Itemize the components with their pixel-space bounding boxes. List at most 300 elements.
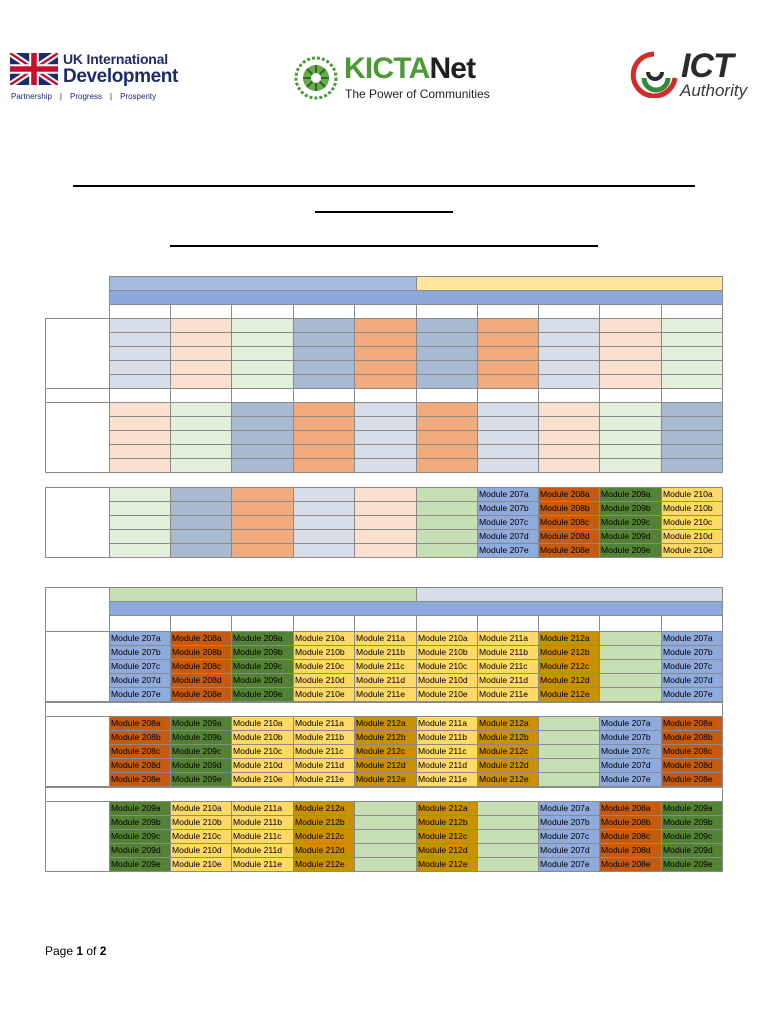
block1-slot — [293, 374, 355, 389]
module-cell: Module 207d — [477, 529, 539, 544]
module-cell: Module 212c — [538, 659, 600, 674]
module-cell: Module 212b — [477, 730, 539, 745]
module-cell: Module 212a — [416, 801, 478, 816]
module-cell: Module 209a — [231, 631, 294, 646]
module-cell: Module 211d — [231, 843, 294, 858]
empty-slot — [599, 659, 662, 674]
block1-slot — [538, 318, 600, 333]
block1-slot — [416, 487, 478, 502]
module-cell: Module 210c — [231, 744, 294, 759]
block1-slot — [170, 346, 232, 361]
module-cell: Module 212d — [354, 758, 417, 773]
block1-slot — [170, 487, 232, 502]
block1-column-header — [599, 304, 662, 319]
block1-slot — [293, 346, 355, 361]
module-cell: Module 212c — [293, 829, 355, 844]
block2-column-header — [231, 615, 294, 632]
block1-slot — [538, 346, 600, 361]
empty-slot — [354, 857, 417, 872]
block1-slot — [109, 402, 171, 417]
module-cell: Module 210b — [231, 730, 294, 745]
module-cell: Module 208d — [170, 673, 232, 688]
module-cell: Module 209a — [170, 716, 232, 731]
module-cell: Module 211b — [477, 645, 539, 660]
block1-row-label — [45, 487, 110, 558]
block1-slot — [109, 416, 171, 431]
module-cell: Module 208d — [538, 529, 600, 544]
module-cell: Module 207d — [109, 673, 171, 688]
ict-word: ICT — [681, 47, 733, 85]
module-cell: Module 212a — [538, 631, 600, 646]
module-cell: Module 208a — [661, 716, 723, 731]
block1-column-header — [293, 304, 355, 319]
page-prefix: Page — [45, 944, 77, 958]
block1-slot — [538, 444, 600, 459]
module-cell: Module 210c — [293, 659, 355, 674]
module-cell: Module 207b — [538, 815, 600, 830]
block2-column-header — [661, 615, 723, 632]
block1-slot — [538, 416, 600, 431]
block1-slot — [109, 360, 171, 375]
block1-subheader — [109, 290, 723, 305]
module-cell: Module 210b — [170, 815, 232, 830]
block2-row-label — [45, 631, 110, 702]
block1-slot — [109, 374, 171, 389]
block1-column-header — [661, 304, 723, 319]
block1-slot — [170, 374, 232, 389]
module-cell: Module 210c — [661, 515, 723, 530]
block1-column-header — [354, 304, 417, 319]
empty-slot — [354, 801, 417, 816]
module-cell: Module 209c — [231, 659, 294, 674]
module-cell: Module 211c — [416, 744, 478, 759]
module-cell: Module 207c — [477, 515, 539, 530]
module-cell: Module 208c — [661, 744, 723, 759]
block1-slot — [170, 318, 232, 333]
module-cell: Module 210d — [293, 673, 355, 688]
empty-slot — [538, 744, 600, 759]
block1-slot — [661, 360, 723, 375]
module-cell: Module 207b — [661, 645, 723, 660]
module-cell: Module 208a — [109, 716, 171, 731]
block1-slot — [538, 430, 600, 445]
block1-spacer — [109, 388, 171, 403]
block2-header-right — [416, 587, 723, 602]
block1-slot — [416, 515, 478, 530]
module-cell: Module 209b — [109, 815, 171, 830]
block1-slot — [170, 529, 232, 544]
module-cell: Module 211e — [293, 772, 355, 787]
block1-slot — [416, 374, 478, 389]
block1-slot — [661, 444, 723, 459]
block1-slot — [109, 529, 171, 544]
block1-slot — [231, 416, 294, 431]
module-cell: Module 211c — [293, 744, 355, 759]
block1-slot — [231, 458, 294, 473]
page-total: 2 — [99, 944, 107, 958]
module-cell: Module 209d — [231, 673, 294, 688]
block1-slot — [599, 416, 662, 431]
block1-slot — [354, 458, 417, 473]
module-cell: Module 209e — [231, 687, 294, 702]
module-cell: Module 208b — [538, 501, 600, 516]
empty-slot — [477, 801, 539, 816]
module-cell: Module 209c — [599, 515, 662, 530]
module-cell: Module 212b — [538, 645, 600, 660]
block1-slot — [293, 430, 355, 445]
block1-slot — [477, 346, 539, 361]
module-cell: Module 211c — [231, 829, 294, 844]
block1-slot — [354, 430, 417, 445]
module-cell: Module 207b — [599, 730, 662, 745]
tagline-separator: | — [110, 92, 113, 101]
block1-slot — [538, 332, 600, 347]
block1-spacer — [293, 388, 355, 403]
uk-logo-line2: Development — [63, 66, 178, 87]
block1-slot — [231, 529, 294, 544]
block1-slot — [231, 515, 294, 530]
module-cell: Module 210e — [661, 543, 723, 558]
module-cell: Module 211a — [354, 631, 417, 646]
block1-slot — [599, 444, 662, 459]
page-number — [45, 944, 106, 958]
block1-slot — [538, 360, 600, 375]
module-cell: Module 207a — [109, 631, 171, 646]
module-cell: Module 207e — [599, 772, 662, 787]
block1-slot — [416, 318, 478, 333]
module-cell: Module 211b — [293, 730, 355, 745]
block1-slot — [354, 402, 417, 417]
module-cell: Module 212d — [416, 843, 478, 858]
module-cell: Module 210d — [416, 673, 478, 688]
module-cell: Module 208a — [538, 487, 600, 502]
module-cell: Module 212b — [416, 815, 478, 830]
block1-slot — [293, 416, 355, 431]
block1-slot — [477, 360, 539, 375]
block1-slot — [599, 430, 662, 445]
empty-slot — [538, 772, 600, 787]
block1-slot — [477, 416, 539, 431]
block1-slot — [661, 318, 723, 333]
authority-word: Authority — [680, 81, 748, 100]
block1-slot — [354, 444, 417, 459]
module-cell: Module 208c — [599, 829, 662, 844]
module-cell: Module 211a — [416, 716, 478, 731]
module-cell: Module 211a — [477, 631, 539, 646]
module-cell: Module 210b — [661, 501, 723, 516]
module-cell: Module 210a — [416, 631, 478, 646]
module-cell: Module 207a — [538, 801, 600, 816]
block2-spacer — [45, 787, 723, 802]
module-cell: Module 210d — [170, 843, 232, 858]
module-cell: Module 210c — [416, 659, 478, 674]
kictanet-name-part1: KICTA — [344, 52, 430, 85]
module-cell: Module 207e — [477, 543, 539, 558]
module-cell: Module 212b — [293, 815, 355, 830]
block1-slot — [416, 430, 478, 445]
module-cell: Module 208a — [170, 631, 232, 646]
module-cell: Module 210a — [661, 487, 723, 502]
module-cell: Module 209b — [599, 501, 662, 516]
module-cell: Module 210e — [416, 687, 478, 702]
module-cell: Module 212e — [416, 857, 478, 872]
block1-slot — [231, 501, 294, 516]
module-cell: Module 209a — [599, 487, 662, 502]
module-cell: Module 207c — [661, 659, 723, 674]
block1-slot — [231, 346, 294, 361]
block1-spacer-label — [45, 388, 110, 403]
module-cell: Module 210c — [170, 829, 232, 844]
module-cell: Module 211b — [354, 645, 417, 660]
block1-slot — [661, 416, 723, 431]
block1-slot — [599, 346, 662, 361]
block1-slot — [416, 444, 478, 459]
block2-subheader — [109, 601, 723, 616]
module-cell: Module 209d — [109, 843, 171, 858]
block1-spacer — [416, 388, 478, 403]
block1-slot — [661, 374, 723, 389]
block1-slot — [170, 332, 232, 347]
empty-slot — [477, 857, 539, 872]
module-cell: Module 209e — [599, 543, 662, 558]
block2-column-header — [599, 615, 662, 632]
block1-slot — [416, 346, 478, 361]
block1-slot — [170, 515, 232, 530]
module-cell: Module 210b — [293, 645, 355, 660]
block1-spacer — [477, 388, 539, 403]
module-cell: Module 212a — [293, 801, 355, 816]
empty-slot — [599, 645, 662, 660]
block1-spacer — [170, 388, 232, 403]
block1-slot — [599, 332, 662, 347]
block1-slot — [599, 374, 662, 389]
empty-slot — [599, 673, 662, 688]
empty-slot — [354, 829, 417, 844]
block1-slot — [293, 501, 355, 516]
tagline-word: Progress — [70, 92, 103, 101]
block1-slot — [661, 346, 723, 361]
block1-slot — [599, 360, 662, 375]
empty-slot — [354, 843, 417, 858]
block1-slot — [231, 374, 294, 389]
module-cell: Module 212c — [354, 744, 417, 759]
block1-slot — [477, 374, 539, 389]
empty-slot — [477, 843, 539, 858]
block1-slot — [293, 487, 355, 502]
block1-slot — [293, 515, 355, 530]
module-cell: Module 212a — [354, 716, 417, 731]
module-cell: Module 209d — [599, 529, 662, 544]
module-cell: Module 207c — [538, 829, 600, 844]
block1-slot — [661, 430, 723, 445]
block1-slot — [354, 346, 417, 361]
block1-slot — [354, 543, 417, 558]
block1-slot — [109, 501, 171, 516]
block1-row-label — [45, 402, 110, 473]
module-cell: Module 211e — [477, 687, 539, 702]
block1-slot — [661, 332, 723, 347]
module-cell: Module 208e — [538, 543, 600, 558]
block1-slot — [293, 318, 355, 333]
module-cell: Module 209b — [661, 815, 723, 830]
block1-slot — [599, 402, 662, 417]
block1-slot — [109, 444, 171, 459]
empty-slot — [477, 815, 539, 830]
block2-column-header — [416, 615, 478, 632]
block1-slot — [293, 332, 355, 347]
block1-slot — [170, 444, 232, 459]
module-cell: Module 208b — [170, 645, 232, 660]
block1-slot — [477, 332, 539, 347]
empty-slot — [599, 631, 662, 646]
block1-slot — [354, 416, 417, 431]
module-cell: Module 209b — [231, 645, 294, 660]
block1-slot — [109, 487, 171, 502]
module-cell: Module 210e — [293, 687, 355, 702]
block1-slot — [538, 458, 600, 473]
block1-slot — [416, 529, 478, 544]
block1-slot — [170, 416, 232, 431]
block1-slot — [170, 402, 232, 417]
block2-column-header — [538, 615, 600, 632]
block1-slot — [354, 374, 417, 389]
module-cell: Module 209c — [661, 829, 723, 844]
module-cell: Module 207b — [109, 645, 171, 660]
block1-slot — [170, 430, 232, 445]
tagline-word: Prosperity — [120, 92, 157, 101]
module-cell: Module 208b — [599, 815, 662, 830]
block1-slot — [293, 458, 355, 473]
block1-column-header — [416, 304, 478, 319]
block1-slot — [109, 318, 171, 333]
module-cell: Module 208d — [661, 758, 723, 773]
block1-slot — [109, 430, 171, 445]
module-cell: Module 210e — [231, 772, 294, 787]
module-cell: Module 211c — [354, 659, 417, 674]
block2-spacer — [45, 702, 723, 717]
block1-slot — [231, 430, 294, 445]
kictanet-slogan: The Power of Communities — [345, 87, 490, 101]
module-cell: Module 208b — [661, 730, 723, 745]
block1-slot — [170, 501, 232, 516]
block1-slot — [231, 402, 294, 417]
block1-slot — [416, 360, 478, 375]
uk-logo-line1: UK International — [63, 51, 168, 67]
block1-slot — [293, 529, 355, 544]
module-cell: Module 209a — [109, 801, 171, 816]
module-cell: Module 209e — [109, 857, 171, 872]
block2-column-header — [354, 615, 417, 632]
module-cell: Module 208d — [599, 843, 662, 858]
block1-column-header — [109, 304, 171, 319]
block1-slot — [293, 402, 355, 417]
block1-slot — [170, 360, 232, 375]
module-cell: Module 209e — [170, 772, 232, 787]
block1-spacer — [599, 388, 662, 403]
module-cell: Module 211e — [231, 857, 294, 872]
module-cell: Module 212e — [538, 687, 600, 702]
block1-slot — [477, 430, 539, 445]
block1-column-header — [231, 304, 294, 319]
module-cell: Module 207d — [538, 843, 600, 858]
module-cell: Module 210d — [231, 758, 294, 773]
module-cell: Module 212d — [477, 758, 539, 773]
block1-slot — [416, 402, 478, 417]
module-cell: Module 207c — [599, 744, 662, 759]
module-cell: Module 209c — [170, 744, 232, 759]
module-cell: Module 207c — [109, 659, 171, 674]
block1-slot — [109, 346, 171, 361]
block1-spacer — [231, 388, 294, 403]
block1-slot — [477, 402, 539, 417]
empty-slot — [599, 687, 662, 702]
block1-header-right — [416, 276, 723, 291]
module-cell: Module 207a — [661, 631, 723, 646]
module-cell: Module 208d — [109, 758, 171, 773]
empty-slot — [354, 815, 417, 830]
block2-header-left — [109, 587, 417, 602]
module-cell: Module 209d — [170, 758, 232, 773]
page-current: 1 — [76, 944, 84, 958]
block1-column-header — [538, 304, 600, 319]
block1-column-header — [170, 304, 232, 319]
block1-slot — [354, 332, 417, 347]
module-cell: Module 208e — [109, 772, 171, 787]
block1-slot — [293, 444, 355, 459]
block2-column-header — [477, 615, 539, 632]
module-cell: Module 207d — [599, 758, 662, 773]
module-cell: Module 208e — [599, 857, 662, 872]
block1-slot — [354, 501, 417, 516]
module-cell: Module 208c — [170, 659, 232, 674]
block1-header-left — [109, 276, 417, 291]
block1-spacer — [354, 388, 417, 403]
block1-slot — [293, 543, 355, 558]
module-cell: Module 212b — [354, 730, 417, 745]
block1-slot — [293, 360, 355, 375]
module-cell: Module 212e — [477, 772, 539, 787]
module-cell: Module 210a — [231, 716, 294, 731]
module-cell: Module 212c — [477, 744, 539, 759]
module-cell: Module 210a — [170, 801, 232, 816]
block1-slot — [170, 458, 232, 473]
module-cell: Module 211e — [354, 687, 417, 702]
tagline-word: Partnership — [11, 92, 52, 101]
empty-slot — [477, 829, 539, 844]
block1-slot — [477, 318, 539, 333]
module-cell: Module 209b — [170, 730, 232, 745]
empty-slot — [538, 758, 600, 773]
module-cell: Module 207a — [599, 716, 662, 731]
module-cell: Module 209a — [661, 801, 723, 816]
block1-slot — [416, 458, 478, 473]
block1-slot — [231, 318, 294, 333]
module-cell: Module 211d — [293, 758, 355, 773]
block1-slot — [231, 543, 294, 558]
block1-slot — [109, 458, 171, 473]
module-cell: Module 210b — [416, 645, 478, 660]
block1-slot — [416, 501, 478, 516]
module-cell: Module 212e — [354, 772, 417, 787]
module-cell: Module 208c — [109, 744, 171, 759]
module-cell: Module 208c — [538, 515, 600, 530]
module-cell: Module 209e — [661, 857, 723, 872]
block2-column-header — [109, 615, 171, 632]
block1-slot — [477, 444, 539, 459]
module-cell: Module 211b — [416, 730, 478, 745]
block1-spacer — [661, 388, 723, 403]
module-cell: Module 211e — [416, 772, 478, 787]
